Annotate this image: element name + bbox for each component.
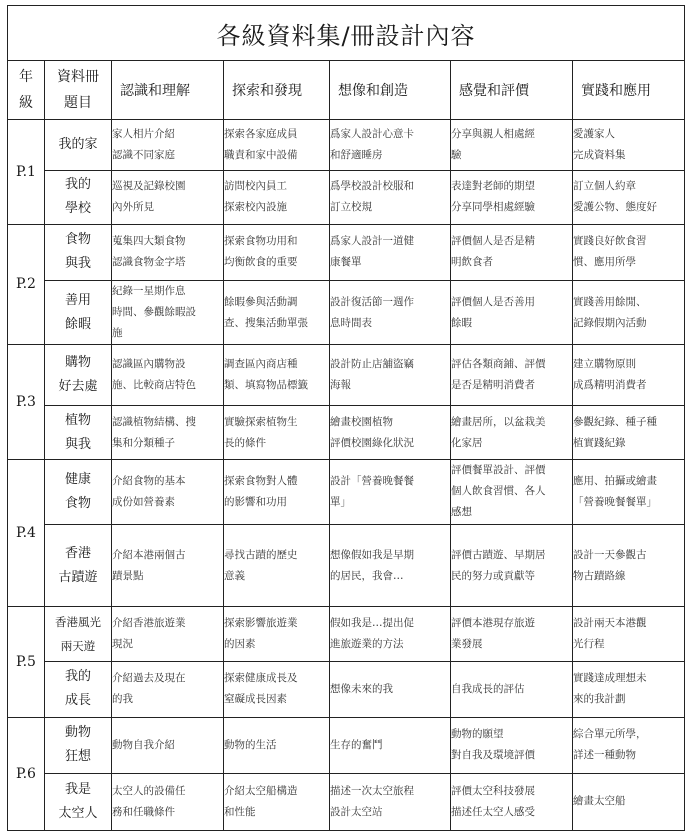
- cell-text-line: 實踐良好飲食習: [573, 235, 647, 248]
- curriculum-table: [7, 5, 685, 831]
- cell-text-line: 調查區內商店種: [224, 358, 298, 371]
- table-row: [8, 280, 685, 344]
- cell-text-line: 成爲精明消費者: [573, 379, 647, 392]
- cell-text-line: 評價個人是否是精: [451, 235, 535, 248]
- cell-text-line: 繪畫居所，以盆栽美: [451, 415, 546, 428]
- activity-cell-explore: [224, 773, 330, 831]
- activity-cell-imagine: [330, 119, 451, 170]
- table-title: 各級資料集/冊設計內容: [8, 6, 685, 61]
- activity-cell-practice: [573, 405, 685, 459]
- activity-cell-explore: [224, 661, 330, 717]
- activity-cell-understand: [112, 119, 224, 170]
- cell-text-line: 海報: [330, 379, 351, 392]
- topic-line: 餘暇: [64, 316, 91, 332]
- cell-text-line: 探索各家庭成員: [224, 127, 298, 140]
- cell-text-line: 評價太空科技發展: [451, 784, 535, 797]
- topic-cell: [45, 405, 112, 459]
- activity-cell-explore: [224, 224, 330, 280]
- cell-text-line: 繪畫校園植物: [330, 415, 393, 428]
- cell-text-line: 動物自我介紹: [112, 738, 175, 751]
- activity-cell-explore: [224, 119, 330, 170]
- cell-text-line: 意義: [224, 569, 245, 582]
- activity-cell-imagine: [330, 524, 451, 607]
- topic-cell: [45, 280, 112, 344]
- activity-cell-evaluate: [451, 280, 573, 344]
- grade-cell: P.1: [8, 119, 45, 224]
- cell-text-line: 紀錄一星期作息: [112, 285, 186, 298]
- cell-text-line: 實踐達成理想未: [573, 672, 647, 685]
- activity-cell-understand: [112, 661, 224, 717]
- activity-cell-explore: [224, 718, 330, 773]
- table-row: [8, 171, 685, 224]
- cell-text-line: 感想: [451, 506, 472, 519]
- topic-line: 購物: [64, 355, 91, 371]
- topic-line: 好去處: [58, 379, 98, 395]
- cell-text-line: 記錄假期內活動: [573, 316, 647, 329]
- cell-text-line: 民的努力或貢獻等: [451, 569, 535, 582]
- topic-line: 古蹟遊: [58, 569, 98, 585]
- activity-cell-explore: [224, 345, 330, 405]
- cell-text-line: 單」: [330, 495, 351, 508]
- cell-text-line: 設計防止店舖盜竊: [330, 358, 414, 371]
- activity-cell-imagine: [330, 718, 451, 773]
- topic-line: 我的家: [58, 136, 98, 152]
- cell-text-line: 來的我計劃: [573, 693, 626, 706]
- cell-text-line: 表達對老師的期望: [451, 180, 535, 193]
- table-row: [8, 607, 685, 661]
- cell-text-line: 參觀紀錄、種子種: [573, 415, 657, 428]
- cell-text-line: 愛護公物、態度好: [573, 201, 657, 214]
- activity-cell-imagine: [330, 224, 451, 280]
- cell-text-line: 類、填寫物品標籤: [224, 379, 308, 392]
- activity-cell-imagine: [330, 405, 451, 459]
- cell-text-line: 想像假如我是早期: [330, 548, 414, 561]
- cell-text-line: 光行程: [573, 638, 605, 650]
- topic-cell: [45, 460, 112, 524]
- cell-text-line: 成份如營養素: [112, 495, 175, 508]
- header-topic-line: 題目: [64, 95, 92, 112]
- cell-text-line: 評價本港現存旅遊: [451, 617, 535, 629]
- grade-cell: P.5: [8, 607, 45, 718]
- activity-cell-practice: [573, 607, 685, 661]
- table-row: [8, 224, 685, 280]
- topic-line: 我是: [64, 781, 91, 797]
- activity-cell-explore: [224, 607, 330, 661]
- activity-cell-imagine: [330, 773, 451, 831]
- cell-text-line: 爲學校設計校服和: [330, 180, 414, 193]
- grade-cell: P.6: [8, 718, 45, 831]
- activity-cell-explore: [224, 405, 330, 459]
- topic-line: 學校: [64, 201, 91, 217]
- cell-text-line: 蹟景點: [112, 569, 144, 582]
- cell-text-line: 長的條件: [224, 436, 266, 449]
- cell-text-line: 窒礙成長因素: [224, 693, 287, 706]
- activity-cell-understand: [112, 460, 224, 524]
- header-row: [8, 61, 685, 119]
- activity-cell-understand: [112, 607, 224, 661]
- topic-line: 食物: [64, 495, 91, 511]
- cell-text-line: 綜合單元所學，: [573, 728, 647, 741]
- cell-text-line: 自我成長的評估: [451, 682, 525, 695]
- activity-cell-practice: [573, 661, 685, 717]
- activity-cell-understand: [112, 405, 224, 459]
- cell-text-line: 探索影響旅遊業: [224, 617, 298, 629]
- cell-text-line: 集和分類種子: [112, 436, 175, 449]
- header-practice: 實踐和應用: [573, 61, 685, 119]
- table-row: [8, 405, 685, 459]
- cell-text-line: 動物的願望: [451, 728, 504, 741]
- topic-line: 我的: [64, 177, 91, 193]
- cell-text-line: 驗: [451, 148, 462, 161]
- activity-cell-practice: [573, 345, 685, 405]
- activity-cell-imagine: [330, 661, 451, 717]
- cell-text-line: 家人相片介紹: [112, 127, 175, 140]
- table-row: [8, 661, 685, 717]
- cell-text-line: 想像未來的我: [330, 682, 393, 695]
- cell-text-line: 和舒適睡房: [330, 148, 383, 161]
- cell-text-line: 評價餐單設計、評價: [451, 464, 546, 477]
- cell-text-line: 介紹香港旅遊業: [112, 617, 186, 629]
- topic-line: 與我: [64, 256, 91, 272]
- cell-text-line: 實踐善用餘閒、: [573, 295, 647, 308]
- table-row: [8, 524, 685, 607]
- cell-text-line: 的我: [112, 693, 133, 706]
- activity-cell-imagine: [330, 171, 451, 224]
- table-row: [8, 460, 685, 524]
- topic-line: 狂想: [64, 749, 91, 765]
- cell-text-line: 設計兩天本港觀: [573, 617, 647, 629]
- cell-text-line: 訂立校規: [330, 201, 372, 214]
- grade-cell: P.4: [8, 460, 45, 607]
- cell-text-line: 現況: [112, 638, 133, 650]
- cell-text-line: 職責和家中設備: [224, 148, 298, 161]
- topic-line: 植物: [64, 412, 91, 428]
- cell-text-line: 評價古蹟遊、早期居: [451, 548, 546, 561]
- activity-cell-imagine: [330, 280, 451, 344]
- topic-line: 健康: [64, 471, 91, 487]
- header-topic: [45, 61, 112, 119]
- topic-cell: [45, 171, 112, 224]
- cell-text-line: 探索校內設施: [224, 201, 287, 214]
- cell-text-line: 愛護家人: [573, 127, 615, 140]
- cell-text-line: 介紹太空船構造: [224, 784, 298, 797]
- cell-text-line: 進旅遊業的方法: [330, 638, 404, 650]
- cell-text-line: 和性能: [224, 805, 256, 818]
- cell-text-line: 設計太空站: [330, 805, 383, 818]
- activity-cell-explore: [224, 524, 330, 607]
- topic-line: 香港風光: [55, 615, 101, 629]
- cell-text-line: 的影響和功用: [224, 495, 287, 508]
- cell-text-line: 認識食物金字塔: [112, 256, 186, 269]
- activity-cell-evaluate: [451, 460, 573, 524]
- cell-text-line: 查、搜集活動單張: [224, 316, 308, 329]
- topic-line: 食物: [64, 232, 91, 248]
- topic-line: 香港: [64, 545, 91, 561]
- cell-text-line: 訂立個人約章: [573, 180, 636, 193]
- cell-text-line: 尋找古蹟的歷史: [224, 548, 298, 561]
- cell-text-line: 建立購物原則: [573, 358, 636, 371]
- activity-cell-understand: [112, 718, 224, 773]
- header-grade-line: 級: [19, 95, 33, 112]
- cell-text-line: 業發展: [451, 638, 483, 650]
- activity-cell-practice: [573, 460, 685, 524]
- cell-text-line: 餘暇: [451, 316, 472, 329]
- cell-text-line: 的居民，我會…: [330, 569, 404, 582]
- cell-text-line: 應用、拍攝或繪畫: [573, 474, 657, 487]
- cell-text-line: 慣、應用所學: [573, 256, 636, 269]
- cell-text-line: 物古蹟路線: [573, 569, 626, 582]
- table-row: [8, 773, 685, 831]
- cell-text-line: 是否是精明消費者: [451, 379, 535, 392]
- activity-cell-practice: [573, 524, 685, 607]
- activity-cell-practice: [573, 773, 685, 831]
- cell-text-line: 分享同學相處經驗: [451, 201, 535, 214]
- cell-text-line: 爲家人設計一道健: [330, 235, 414, 248]
- activity-cell-practice: [573, 718, 685, 773]
- cell-text-line: 時間、參觀餘暇設: [112, 306, 196, 319]
- activity-cell-evaluate: [451, 773, 573, 831]
- cell-text-line: 介紹過去及現在: [112, 672, 186, 685]
- topic-line: 成長: [64, 693, 91, 709]
- topic-line: 善用: [64, 292, 91, 308]
- topic-cell: [45, 119, 112, 170]
- activity-cell-imagine: [330, 460, 451, 524]
- activity-cell-evaluate: [451, 119, 573, 170]
- table-row: [8, 119, 685, 170]
- cell-text-line: 對自我及環境評價: [451, 749, 535, 762]
- header-understand: 認識和理解: [112, 61, 224, 119]
- topic-cell: [45, 661, 112, 717]
- activity-cell-imagine: [330, 607, 451, 661]
- cell-text-line: 太空人的設備任: [112, 784, 186, 797]
- cell-text-line: 繪畫太空船: [573, 795, 626, 808]
- activity-cell-explore: [224, 171, 330, 224]
- cell-text-line: 認識植物結構、搜: [112, 415, 196, 428]
- cell-text-line: 康餐單: [330, 256, 362, 269]
- cell-text-line: 植實踐紀錄: [573, 436, 626, 449]
- cell-text-line: 的因素: [224, 638, 256, 650]
- cell-text-line: 探索健康成長及: [224, 672, 298, 685]
- cell-text-line: 個人飲食習慣、各人: [451, 485, 546, 498]
- topic-line: 兩天遊: [60, 639, 96, 653]
- cell-text-line: 餘暇參與活動調: [224, 295, 298, 308]
- topic-line: 太空人: [58, 805, 98, 821]
- cell-text-line: 認識區內購物設: [112, 358, 186, 371]
- cell-text-line: 明飲食者: [451, 256, 493, 269]
- cell-text-line: 設計一天參觀古: [573, 548, 647, 561]
- activity-cell-understand: [112, 345, 224, 405]
- cell-text-line: 均衡飲食的重要: [224, 256, 298, 269]
- cell-text-line: 假如我是…提出促: [330, 617, 414, 629]
- activity-cell-practice: [573, 280, 685, 344]
- cell-text-line: 完成資料集: [573, 148, 626, 161]
- cell-text-line: 設計復活節一週作: [330, 295, 414, 308]
- cell-text-line: 實驗探索植物生: [224, 415, 298, 428]
- topic-line: 動物: [64, 725, 91, 741]
- topic-line: 與我: [64, 436, 91, 452]
- activity-cell-evaluate: [451, 718, 573, 773]
- cell-text-line: 描述任太空人感受: [451, 805, 535, 818]
- cell-text-line: 蒐集四大類食物: [112, 235, 186, 248]
- activity-cell-evaluate: [451, 524, 573, 607]
- table-row: [8, 345, 685, 405]
- cell-text-line: 息時間表: [330, 316, 372, 329]
- cell-text-line: 爲家人設計心意卡: [330, 127, 414, 140]
- activity-cell-evaluate: [451, 607, 573, 661]
- cell-text-line: 施、比較商店特色: [112, 379, 196, 392]
- activity-cell-explore: [224, 460, 330, 524]
- activity-cell-understand: [112, 224, 224, 280]
- cell-text-line: 「營養晚餐餐單」: [573, 495, 657, 508]
- cell-text-line: 訪問校內員工: [224, 180, 287, 193]
- cell-text-line: 認識不同家庭: [112, 148, 175, 161]
- activity-cell-evaluate: [451, 224, 573, 280]
- cell-text-line: 分享與親人相處經: [451, 127, 535, 140]
- grade-cell: P.3: [8, 345, 45, 460]
- cell-text-line: 設計「營養晚餐餐: [330, 474, 414, 487]
- grade-cell: P.2: [8, 224, 45, 345]
- cell-text-line: 內外所見: [112, 201, 154, 214]
- cell-text-line: 生存的奮鬥: [330, 738, 383, 751]
- cell-text-line: 探索食物功用和: [224, 235, 298, 248]
- activity-cell-understand: [112, 773, 224, 831]
- header-grade-line: 年: [19, 69, 33, 86]
- cell-text-line: 介紹食物的基本: [112, 474, 186, 487]
- activity-cell-practice: [573, 119, 685, 170]
- header-explore: 探索和發現: [224, 61, 330, 119]
- cell-text-line: 描述一次太空旅程: [330, 784, 414, 797]
- cell-text-line: 探索食物對人體: [224, 474, 298, 487]
- activity-cell-understand: [112, 280, 224, 344]
- cell-text-line: 評估各類商鋪、評價: [451, 358, 546, 371]
- cell-text-line: 評價校園綠化狀況: [330, 436, 414, 449]
- table-row: [8, 718, 685, 773]
- activity-cell-evaluate: [451, 405, 573, 459]
- topic-cell: [45, 773, 112, 831]
- cell-text-line: 化家居: [451, 436, 483, 449]
- topic-cell: [45, 718, 112, 773]
- activity-cell-evaluate: [451, 345, 573, 405]
- topic-cell: [45, 524, 112, 607]
- header-imagine: 想像和創造: [330, 61, 451, 119]
- activity-cell-practice: [573, 171, 685, 224]
- topic-cell: [45, 345, 112, 405]
- activity-cell-evaluate: [451, 171, 573, 224]
- header-topic-line: 資料冊: [57, 69, 99, 86]
- cell-text-line: 施: [112, 327, 123, 340]
- cell-text-line: 詳述一種動物: [573, 749, 636, 762]
- activity-cell-understand: [112, 524, 224, 607]
- header-evaluate: 感覺和評價: [451, 61, 573, 119]
- topic-line: 我的: [64, 669, 91, 685]
- topic-cell: [45, 607, 112, 661]
- activity-cell-understand: [112, 171, 224, 224]
- topic-cell: [45, 224, 112, 280]
- activity-cell-explore: [224, 280, 330, 344]
- cell-text-line: 巡視及記錄校園: [112, 180, 186, 193]
- cell-text-line: 動物的生活: [224, 738, 277, 751]
- activity-cell-practice: [573, 224, 685, 280]
- header-grade: [8, 61, 45, 119]
- cell-text-line: 介紹本港兩個古: [112, 548, 186, 561]
- cell-text-line: 評價個人是否善用: [451, 295, 535, 308]
- activity-cell-imagine: [330, 345, 451, 405]
- activity-cell-evaluate: [451, 661, 573, 717]
- cell-text-line: 務和任職條件: [112, 805, 175, 818]
